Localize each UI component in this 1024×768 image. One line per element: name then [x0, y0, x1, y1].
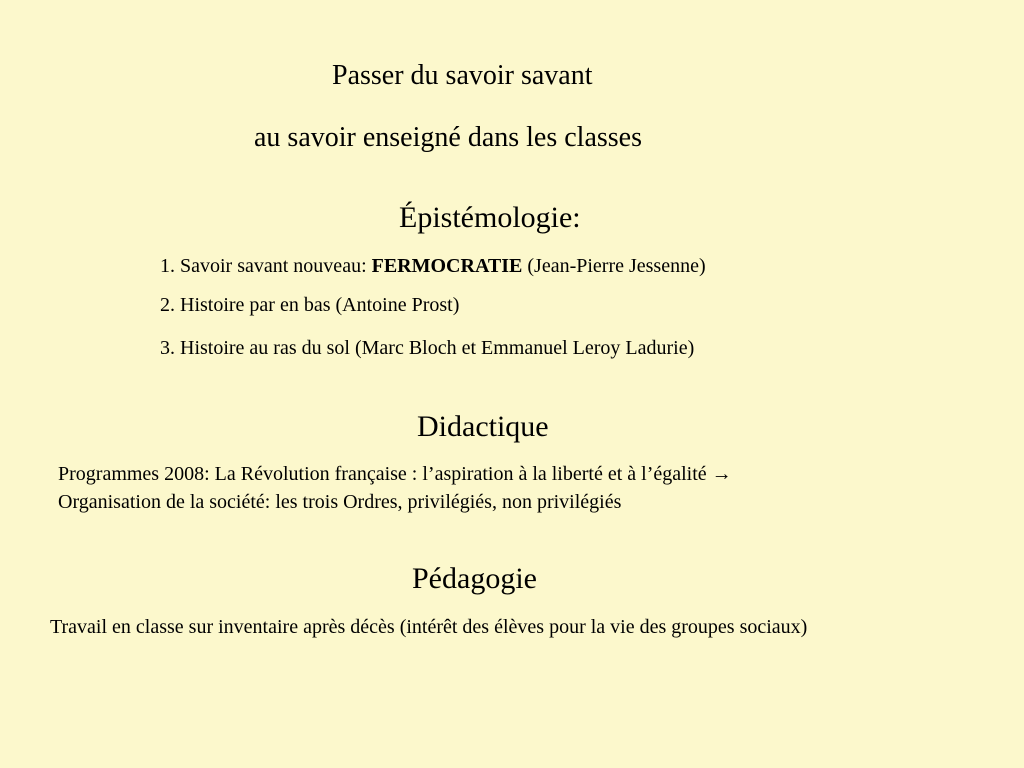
epistemologie-heading: Épistémologie: — [399, 201, 581, 234]
pedagogie-heading: Pédagogie — [412, 562, 537, 595]
epistemologie-item-1-suffix: (Jean-Pierre Jessenne) — [522, 255, 706, 277]
epistemologie-item-1-prefix: 1. Savoir savant nouveau: — [160, 255, 372, 277]
didactique-line-1: Programmes 2008: La Révolution française : l’aspiration à la liberté et à l’égalité → — [58, 463, 732, 485]
epistemologie-item-2: 2. Histoire par en bas (Antoine Prost) — [160, 294, 460, 316]
fermocratie-term: FERMOCRATIE — [371, 255, 523, 277]
didactique-heading: Didactique — [417, 410, 549, 443]
epistemologie-item-3: 3. Histoire au ras du sol (Marc Bloch et Emmanuel Leroy Ladurie) — [160, 337, 695, 359]
title-line-2: au savoir enseigné dans les classes — [254, 122, 642, 153]
epistemologie-item-1 — [160, 256, 706, 276]
title-line-1: Passer du savoir savant — [332, 60, 593, 91]
didactique-line-2: Organisation de la société: les trois Ordres, privilégiés, non privilégiés — [58, 491, 622, 513]
pedagogie-text: Travail en classe sur inventaire après décès (intérêt des élèves pour la vie des groupes sociaux) — [50, 616, 808, 638]
